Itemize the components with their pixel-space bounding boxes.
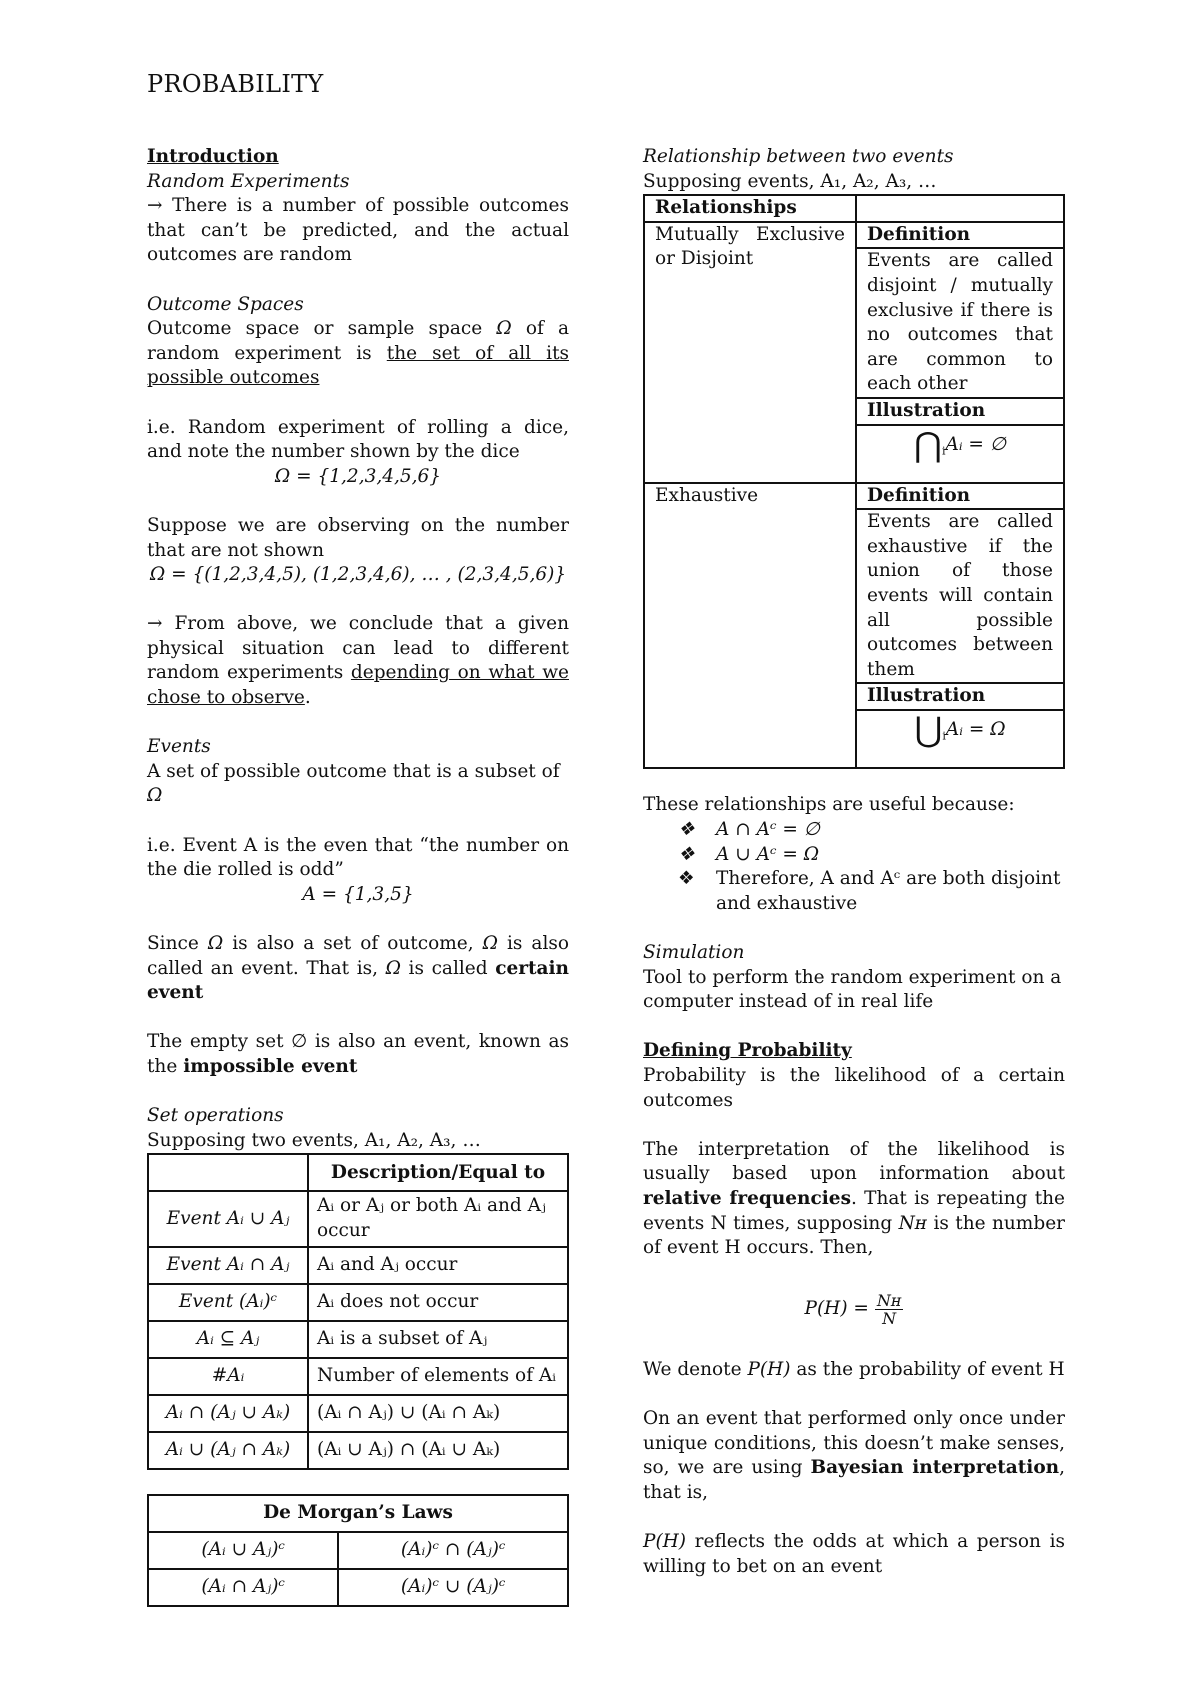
mutual-definition-text: Events are called disjoint / mutually exclusive if there is no outcomes that are common to each other: [857, 249, 1063, 399]
table-row: [148, 1358, 568, 1395]
subheading-outcome-spaces: Outcome Spaces: [147, 293, 304, 315]
table-row: [148, 1432, 568, 1469]
relationships-header: Relationships: [644, 195, 856, 222]
list-item: ❖ A ∩ Aᶜ = ∅: [678, 818, 1065, 843]
relationships-table: [643, 194, 1065, 769]
subheading-events: Events: [147, 736, 211, 758]
list-item: ❖ Therefore, A and Aᶜ are both disjoint and exhaustive: [678, 867, 1065, 916]
right-column: [643, 145, 1065, 1579]
probability-formula: P(H) = $\frac{\text{Nʜ}}{N}$: [804, 1290, 902, 1328]
conclusion-text: → From above, we conclude that a given physical situation can lead to different random experiments depending on what we chose to observe.: [147, 613, 569, 709]
table-header-description: Description/Equal to: [308, 1154, 568, 1191]
de-morgan-rhs-cell: (Aᵢ)ᶜ ∩ (Aⱼ)ᶜ: [338, 1532, 568, 1569]
exhaustive-illustration-label: Illustration: [857, 684, 1063, 711]
impossible-event-text: The empty set ∅ is also an event, known as the impossible event: [147, 1031, 569, 1077]
set-description-cell: Number of elements of Aᵢ: [308, 1358, 568, 1395]
certain-event-text: Since Ω is also a set of outcome, Ω is also called an event. That is, Ω is called certain event: [147, 933, 569, 1004]
subheading-set-operations: Set operations: [147, 1105, 284, 1127]
de-morgan-lhs-cell: (Aᵢ ∩ Aⱼ)ᶜ: [148, 1569, 338, 1606]
set-description-cell: Aᵢ and Aⱼ occur: [308, 1247, 568, 1284]
section-heading-introduction: Introduction: [147, 146, 279, 167]
table-row: [148, 1569, 568, 1606]
de-morgan-header: De Morgan’s Laws: [148, 1495, 568, 1532]
subheading-simulation: Simulation: [643, 942, 745, 964]
useful-bullet-list: [678, 818, 1065, 916]
interpretation-text: The interpretation of the likelihood is usually based upon information about relative frequencies. That is repeating the events N times, supposing Nʜ is the number of event H occurs. Then,: [643, 1138, 1065, 1259]
exhaustive-definition-text: Events are called exhaustive if the union of those events will contain all possible outcomes between them: [857, 510, 1063, 684]
subheading-random-experiments: Random Experiments: [147, 170, 350, 192]
set-description-cell: (Aᵢ ∪ Aⱼ) ∩ (Aᵢ ∪ Aₖ): [308, 1432, 568, 1469]
events-definition-text: A set of possible outcome that is a subset of Ω: [147, 760, 560, 807]
set-description-cell: (Aᵢ ∩ Aⱼ) ∪ (Aᵢ ∩ Aₖ): [308, 1395, 568, 1432]
set-operation-cell: Event Aᵢ ∩ Aⱼ: [148, 1247, 308, 1284]
table-row: [148, 1532, 568, 1569]
set-operation-cell: Aᵢ ⊆ Aⱼ: [148, 1321, 308, 1358]
outcome-space-text: Outcome space or sample space Ω of a random experiment is the set of all its possible outcomes: [147, 318, 569, 389]
table-row: [148, 1247, 568, 1284]
set-operations-supposing: Supposing two events, A₁, A₂, A₃, …: [147, 1129, 481, 1151]
set-description-cell: Aᵢ is a subset of Aⱼ: [308, 1321, 568, 1358]
set-operations-table: [147, 1153, 569, 1469]
probability-definition-text: Probability is the likelihood of a certain outcomes: [643, 1065, 1065, 1111]
useful-text: These relationships are useful because:: [643, 794, 1015, 816]
set-operation-cell: Aᵢ ∪ (Aⱼ ∩ Aₖ): [148, 1432, 308, 1469]
relationship-supposing: Supposing events, A₁, A₂, A₃, …: [643, 170, 937, 192]
set-operation-cell: Event Aᵢ ∪ Aⱼ: [148, 1191, 308, 1246]
exhaustive-illustration-formula: $⋃_iAᵢ = \Omega$: [914, 709, 1006, 750]
odd-event-example-text: i.e. Event A is the even that “the number on the die rolled is odd”: [147, 834, 569, 881]
table-header-row: [148, 1154, 568, 1191]
mutual-definition-label: Definition: [857, 223, 1063, 250]
formula-sample-space-2: Ω = {(1,2,3,4,5), (1,2,3,4,6), … , (2,3,4,5,6)}: [149, 564, 567, 586]
list-item: ❖ A ∪ Aᶜ = Ω: [678, 843, 1065, 868]
de-morgan-rhs-cell: (Aᵢ)ᶜ ∪ (Aⱼ)ᶜ: [338, 1569, 568, 1606]
de-morgan-table: [147, 1494, 569, 1607]
table-row: [148, 1395, 568, 1432]
table-row: [148, 1284, 568, 1321]
mutual-illustration-label: Illustration: [857, 399, 1063, 426]
odds-text: P(H) reflects the odds at which a person is willing to bet on an event: [643, 1531, 1065, 1577]
subheading-relationship: Relationship between two events: [643, 146, 954, 167]
formula-sample-space-1: Ω = {1,2,3,4,5,6}: [274, 465, 442, 487]
dice-example-text: i.e. Random experiment of rolling a dice, and note the number shown by the dice: [147, 416, 569, 463]
mutual-illustration-formula: $⋂_iAᵢ$ = ∅: [914, 424, 1006, 465]
table-row: [148, 1321, 568, 1358]
relationship-exhaustive: Exhaustive: [644, 483, 856, 768]
section-heading-defining-probability: Defining Probability: [643, 1040, 852, 1062]
random-experiments-text: → There is a number of possible outcomes that can’t be predicted, and the actual outcomes are random: [147, 195, 569, 266]
set-operation-cell: #Aᵢ: [148, 1358, 308, 1395]
de-morgan-lhs-cell: (Aᵢ ∪ Aⱼ)ᶜ: [148, 1532, 338, 1569]
set-operation-cell: Event (Aᵢ)ᶜ: [148, 1284, 308, 1321]
exhaustive-definition-label: Definition: [857, 484, 1063, 511]
set-description-cell: Aᵢ does not occur: [308, 1284, 568, 1321]
page-title: PROBABILITY: [147, 70, 324, 98]
formula-event-a: A = {1,3,5}: [302, 883, 414, 905]
denote-text: We denote P(H) as the probability of event H: [643, 1358, 1065, 1380]
simulation-text: Tool to perform the random experiment on a computer instead of in real life: [643, 966, 1062, 1013]
relationship-mutually-exclusive: Mutually Exclusive or Disjoint: [644, 222, 856, 483]
left-column: [147, 145, 569, 1607]
set-operation-cell: Aᵢ ∩ (Aⱼ ∪ Aₖ): [148, 1395, 308, 1432]
not-shown-example-text: Suppose we are observing on the number that are not shown: [147, 514, 569, 561]
set-description-cell: Aᵢ or Aⱼ or both Aᵢ and Aⱼ occur: [308, 1191, 568, 1246]
table-row: [148, 1191, 568, 1246]
bayesian-text: On an event that performed only once under unique conditions, this doesn’t make senses, so, we are using Bayesian interpretation, that is,: [643, 1408, 1065, 1503]
